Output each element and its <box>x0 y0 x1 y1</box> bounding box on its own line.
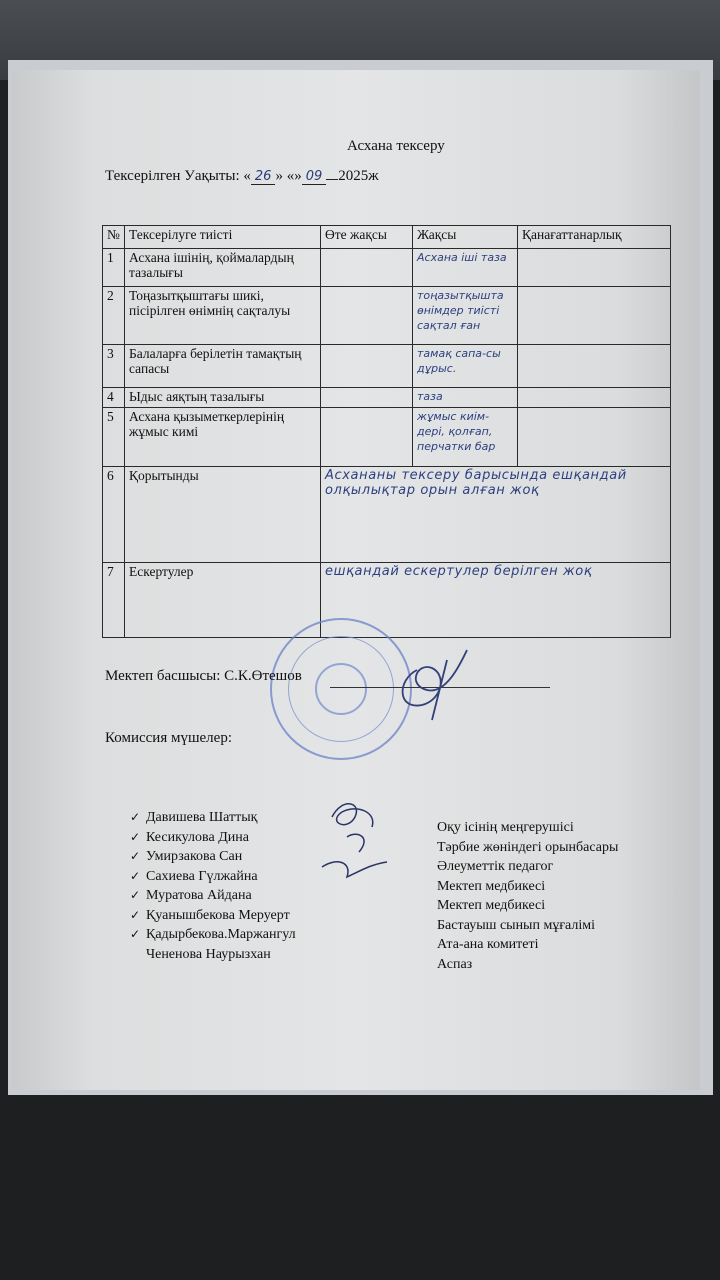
row-satisfactory <box>518 249 671 287</box>
document-page <box>12 70 700 1090</box>
row-item: Тоңазытқыштағы шикі, пісірілген өнімнің сақталуы <box>125 287 321 345</box>
date-mid: » «» <box>275 168 302 184</box>
check-icon: ✓ <box>130 907 141 922</box>
header-item: Тексерілуге тиісті <box>125 226 321 249</box>
table-row <box>103 388 671 408</box>
official-seal-stamp <box>270 618 412 760</box>
director-line: Мектеп басшысы: С.К.Өтешов <box>105 668 302 684</box>
check-icon: ✓ <box>130 829 141 844</box>
remarks-handwritten: ешқандай ескертулер берілген жоқ <box>321 562 671 637</box>
commission-roles-list <box>437 818 618 974</box>
director-signature-line <box>330 687 550 688</box>
row-number: 6 <box>103 466 125 562</box>
row-good-handwritten: таза <box>413 388 518 408</box>
row-number: 7 <box>103 562 125 637</box>
member-role: Мектеп медбикесі <box>437 898 546 913</box>
row-number: 5 <box>103 408 125 466</box>
check-icon: ✓ <box>130 888 141 902</box>
table-header-row <box>103 226 671 249</box>
row-item: Ыдыс аяқтың тазалығы <box>125 388 321 408</box>
conclusion-handwritten: Асхананы тексеру барысында ешқандай олқылықтар орын алған жоқ <box>321 466 671 562</box>
conclusion-label: Қорытынды <box>125 466 321 562</box>
row-excellent <box>321 408 413 466</box>
list-item <box>130 847 296 867</box>
check-icon: ✓ <box>130 868 141 883</box>
row-satisfactory <box>518 388 671 408</box>
list-item <box>130 925 296 945</box>
row-number: 3 <box>103 345 125 388</box>
inspection-date-line <box>105 168 379 185</box>
row-satisfactory <box>518 408 671 466</box>
list-item <box>130 886 296 906</box>
row-satisfactory <box>518 287 671 345</box>
table-row <box>103 287 671 345</box>
header-good: Жақсы <box>413 226 518 249</box>
member-name: Давишева Шаттық <box>146 810 258 825</box>
row-good-handwritten: Асхана іші таза <box>413 249 518 287</box>
member-role: Оқу ісінің меңгерушісі <box>437 820 574 835</box>
member-name: Умирзакова Сан <box>146 849 243 864</box>
member-role: Әлеуметтік педагог <box>437 859 554 874</box>
list-item <box>130 906 296 926</box>
member-name: Муратова Айдана <box>146 888 252 903</box>
list-item <box>130 828 296 848</box>
row-good-handwritten: жұмыс киім-дері, қолғап, перчатки бар <box>413 408 518 466</box>
row-satisfactory <box>518 345 671 388</box>
header-excellent: Өте жақсы <box>321 226 413 249</box>
table-row-conclusion <box>103 466 671 562</box>
row-number: 1 <box>103 249 125 287</box>
table-row-remarks <box>103 562 671 637</box>
inspection-table <box>102 225 671 638</box>
row-number: 4 <box>103 388 125 408</box>
row-good-handwritten: тоңазытқышта өнімдер тиісті сақтал ған <box>413 287 518 345</box>
row-excellent <box>321 287 413 345</box>
member-name: Чененова Наурызхан <box>146 946 271 962</box>
list-item <box>130 808 296 828</box>
member-signatures <box>317 792 392 887</box>
member-role: Тәрбие жөніндегі орынбасары <box>437 839 619 855</box>
row-excellent <box>321 345 413 388</box>
date-month: 09 <box>302 169 327 185</box>
date-year: 2025ж <box>338 168 379 184</box>
member-role: Бастауыш сынып мұғалімі <box>437 917 596 933</box>
check-icon: ✓ <box>130 849 141 863</box>
member-name: Кесикулова Дина <box>146 829 249 845</box>
table-row <box>103 249 671 287</box>
row-good-handwritten: тамақ сапа-сы дұрыс. <box>413 345 518 388</box>
header-satisfactory: Қанағаттанарлық <box>518 226 671 249</box>
check-icon: ✓ <box>130 810 141 824</box>
commission-label: Комиссия мүшелер: <box>105 730 232 746</box>
row-item: Асхана қызыметкерлерінің жұмыс кимі <box>125 408 321 466</box>
row-number: 2 <box>103 287 125 345</box>
date-day: 26 <box>251 169 276 185</box>
table-row <box>103 408 671 466</box>
member-name: Қадырбекова.Маржангул <box>146 927 296 942</box>
table-row <box>103 345 671 388</box>
row-excellent <box>321 249 413 287</box>
commission-members-list <box>130 808 296 964</box>
member-name: Сахиева Гүлжайна <box>146 868 258 884</box>
emblem-icon <box>315 663 367 715</box>
list-item <box>130 867 296 887</box>
row-item: Балаларға берілетін тамақтың сапасы <box>125 345 321 388</box>
member-role: Ата-ана комитеті <box>437 937 539 952</box>
row-excellent <box>321 388 413 408</box>
date-label: Тексерілген Уақыты: <box>105 168 240 184</box>
member-role: Мектеп медбикесі <box>437 878 546 894</box>
member-role: Аспаз <box>437 956 473 972</box>
member-name: Қуанышбекова Меруерт <box>146 907 290 923</box>
date-open-quote: « <box>243 168 251 184</box>
check-icon: ✓ <box>130 927 141 941</box>
row-item: Асхана ішінің, қоймалардың тазалығы <box>125 249 321 287</box>
header-num: № <box>103 226 125 249</box>
list-item <box>130 945 296 965</box>
remarks-label: Ескертулер <box>125 562 321 637</box>
document-title: Асхана тексеру <box>347 138 445 154</box>
